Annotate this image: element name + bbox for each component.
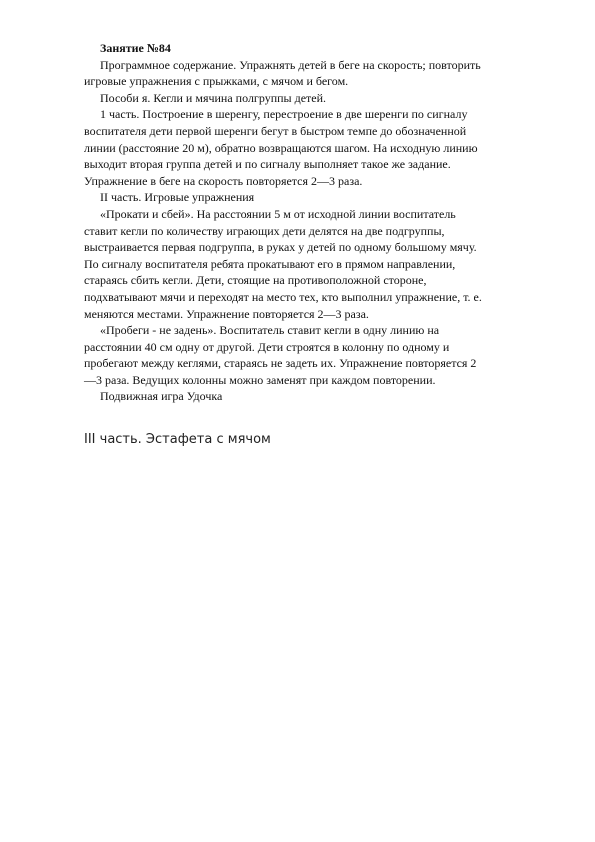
paragraph-line: II часть. Игровые упражнения [100,190,255,205]
paragraph-line: игровые упражнения с прыжками, с мячом и бегом. [84,74,349,89]
document-body [84,40,554,405]
paragraph-line: меняются местами. Упражнение повторяется 2—3 раза. [84,306,369,321]
paragraph-line: подхватывают мячи и переходят на место тех, кто выполнил упражнение, т. е. [84,289,482,304]
paragraph-line: 1 часть. Построение в шеренгу, перестроение в две шеренги по сигналу [100,107,468,122]
paragraph-line: ставит кегли по количеству играющих дети делятся на две подгруппы, [84,223,445,238]
paragraph-line: воспитателя дети первой шеренги бегут в быстром темпе до обозначенной [84,123,467,138]
paragraph-line: —3 раза. Ведущих колонны можно заменят при каждом повторении. [84,372,436,387]
section-heading-part-3: III часть. Эстафета с мячом [84,432,271,447]
paragraph-line: выстраивается первая подгруппа, в руках у детей по одному большому мячу. [84,240,477,255]
paragraph-line: стараясь сбить кегли. Дети, стоящие на противоположной стороне, [84,273,427,288]
paragraph-line: выходит вторая группа детей и по сигналу выполняет такое же задание. [84,157,451,172]
paragraph-line: расстоянии 40 см одну от другой. Дети строятся в колонну по одному и [84,339,450,354]
lesson-title: Занятие №84 [100,41,171,55]
paragraph-line: Подвижная игра Удочка [100,389,223,404]
paragraph-line: Пособи я. Кегли и мячина полгруппы детей. [100,90,327,105]
paragraph-line: линии (расстояние 20 м), обратно возвращаются шагом. На исходную линию [84,140,478,155]
paragraph-line: Программное содержание. Упражнять детей в беге на скорость; повторить [100,57,481,72]
paragraph-line: «Пробеги - не задень». Воспитатель ставит кегли в одну линию на [100,323,440,338]
paragraph-line: Упражнение в беге на скорость повторяется 2—3 раза. [84,173,363,188]
paragraph-line: пробегают между кеглями, стараясь не задеть их. Упражнение повторяется 2 [84,356,477,371]
paragraph-line: «Прокати и сбей». На расстоянии 5 м от исходной линии воспитатель [100,206,456,221]
paragraph-line: По сигналу воспитателя ребята прокатывают его в прямом направлении, [84,256,456,271]
